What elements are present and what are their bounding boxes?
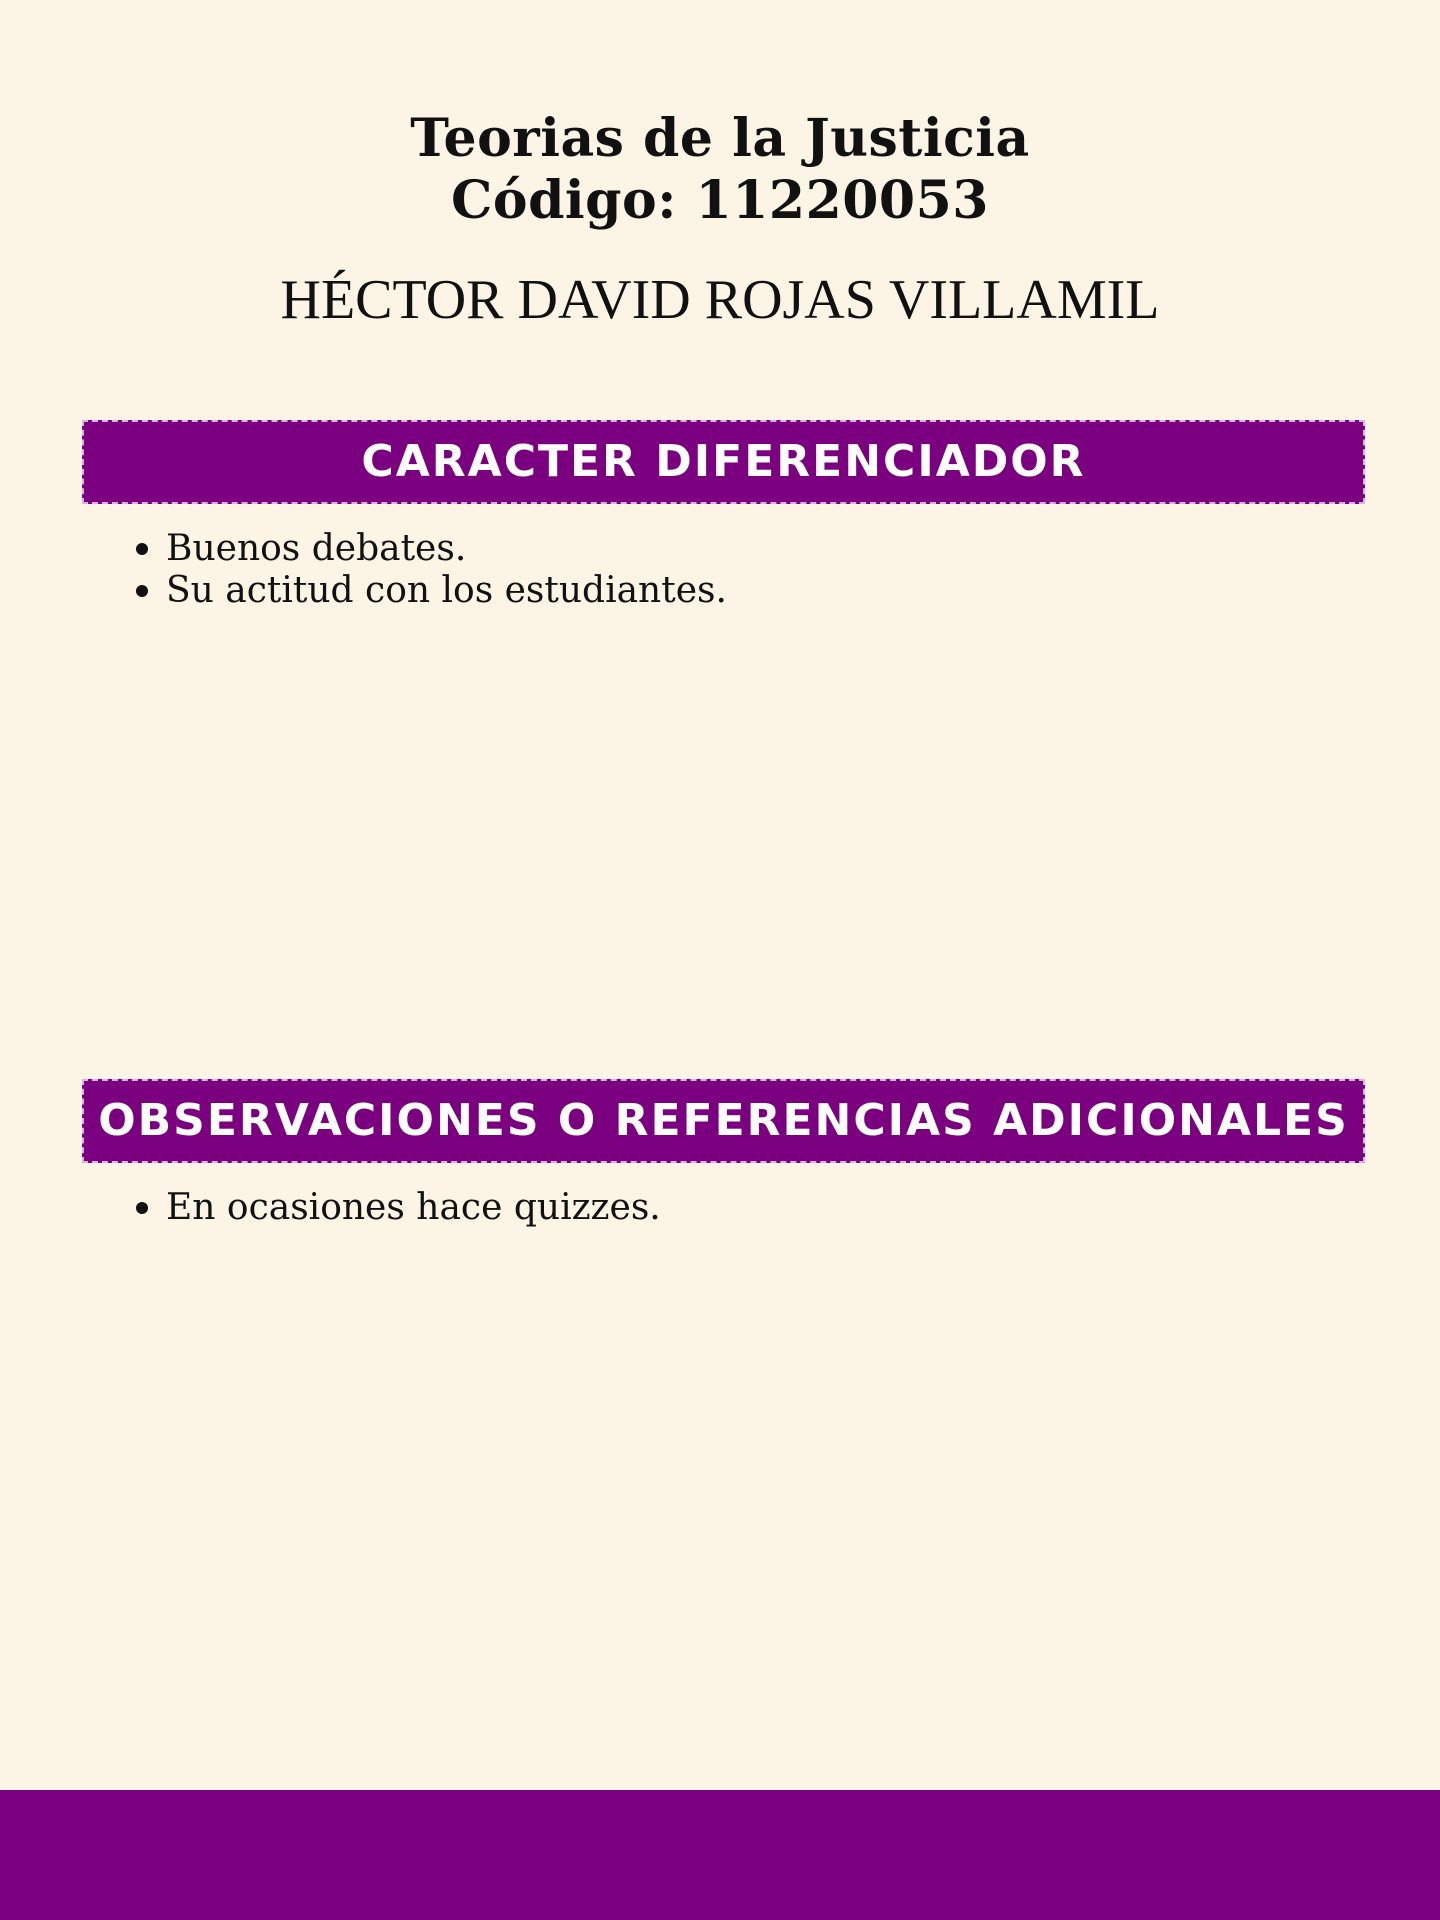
section-banner <box>82 1079 1365 1163</box>
list-item <box>136 1187 1316 1229</box>
professor-name: HÉCTOR DAVID ROJAS VILLAMIL <box>280 269 1160 331</box>
bullet-list <box>136 528 1316 612</box>
list-item <box>136 570 1316 612</box>
section-title: OBSERVACIONES O REFERENCIAS ADICIONALES <box>98 1095 1349 1146</box>
list-item <box>136 528 1316 570</box>
course-title: Teorias de la Justicia <box>410 108 1030 169</box>
list-item-text: Buenos debates. <box>166 528 467 569</box>
section-banner <box>82 420 1365 504</box>
document-header <box>0 108 1440 232</box>
bullet-icon <box>136 543 148 555</box>
footer-bar <box>0 1790 1440 1920</box>
bullet-icon <box>136 1202 148 1214</box>
bullet-list <box>136 1187 1316 1229</box>
list-item-text: Su actitud con los estudiantes. <box>166 570 727 611</box>
list-item-text: En ocasiones hace quizzes. <box>166 1187 661 1228</box>
bullet-icon <box>136 585 148 597</box>
course-code: Código: 11220053 <box>451 170 989 231</box>
section-title: CARACTER DIFERENCIADOR <box>361 436 1086 487</box>
